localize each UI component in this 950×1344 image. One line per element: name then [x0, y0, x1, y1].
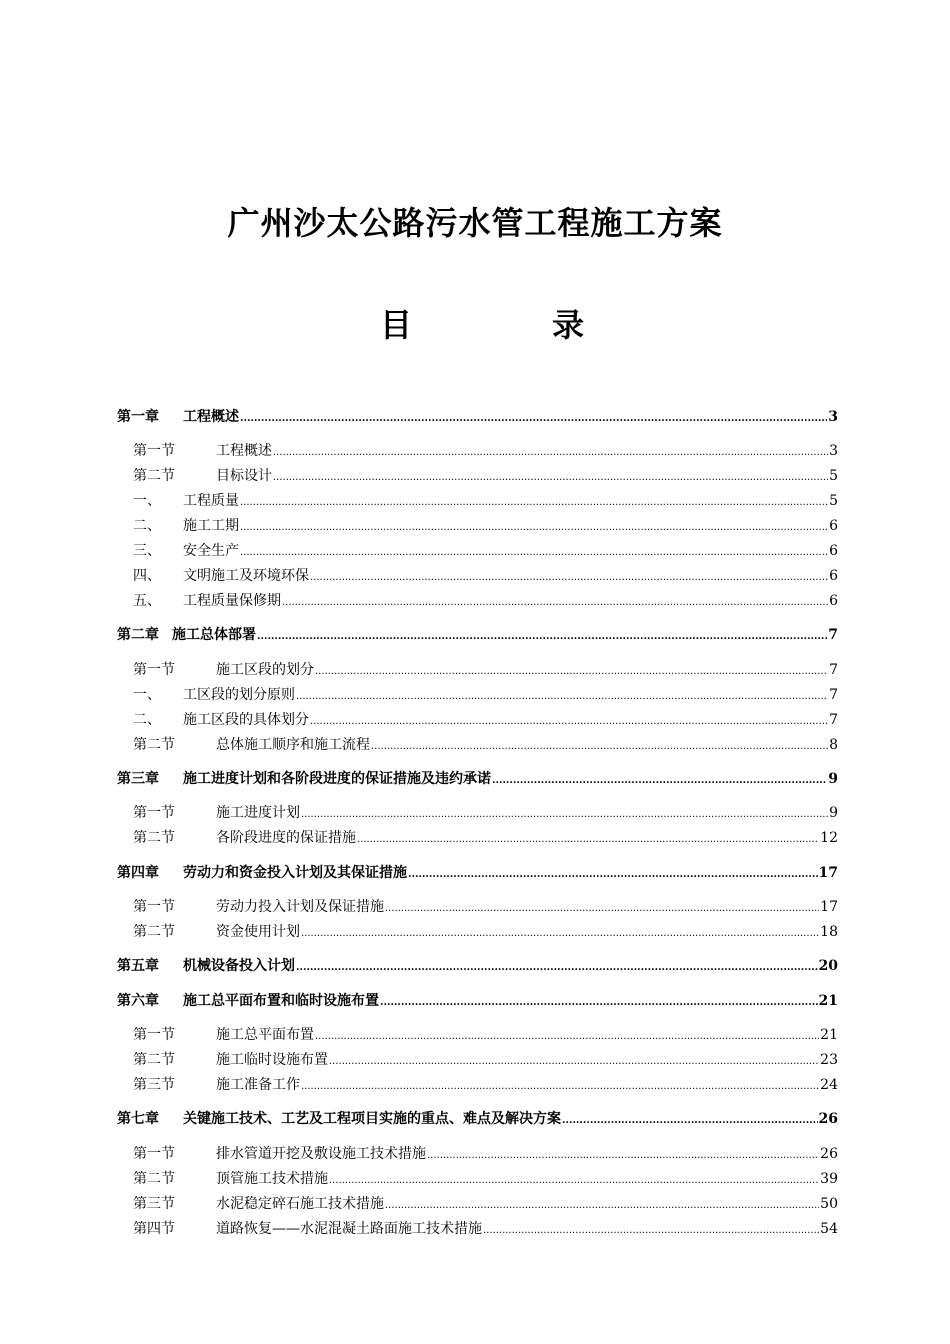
toc-page-number: 26 — [818, 1111, 838, 1127]
toc-title: 关键施工技术、工艺及工程项目实施的重点、难点及解决方案 — [183, 1111, 561, 1127]
toc-heading-char-1: 目 — [380, 306, 413, 344]
toc-number: 一、 — [133, 687, 161, 703]
dot-leader — [483, 1220, 819, 1242]
dot-leader — [329, 1170, 819, 1192]
toc-title: 顶管施工技术措施 — [216, 1171, 328, 1187]
toc-number: 二、 — [133, 712, 161, 728]
toc-page-number: 23 — [820, 1052, 838, 1068]
toc-chapter[interactable] — [117, 624, 838, 646]
toc-number: 第二节 — [133, 737, 175, 753]
toc-title: 工程概述 — [216, 443, 272, 459]
toc-page-number: 6 — [829, 593, 838, 609]
dot-leader — [315, 1026, 819, 1048]
dot-leader — [385, 898, 819, 920]
toc-number: 第三章 — [117, 771, 159, 787]
dot-leader — [273, 467, 828, 489]
dot-leader — [315, 661, 828, 683]
toc-item[interactable] — [133, 565, 838, 587]
toc-item[interactable] — [133, 490, 838, 512]
toc-page-number: 54 — [820, 1221, 838, 1237]
toc-title: 资金使用计划 — [216, 924, 300, 940]
toc-title: 总体施工顺序和施工流程 — [216, 737, 370, 753]
dot-leader — [301, 804, 828, 826]
toc-title: 施工工期 — [183, 518, 239, 534]
toc-number: 第一节 — [133, 662, 175, 678]
toc-title: 劳动力投入计划及保证措施 — [216, 899, 384, 915]
toc-item[interactable] — [133, 709, 838, 731]
toc-title: 施工准备工作 — [216, 1077, 300, 1093]
toc-page-number: 21 — [820, 1027, 838, 1043]
toc-chapter[interactable] — [117, 1108, 838, 1130]
dot-leader — [257, 626, 827, 648]
toc-section[interactable] — [133, 1193, 838, 1215]
toc-chapter[interactable] — [117, 862, 838, 884]
dot-leader — [296, 686, 828, 708]
dot-leader — [380, 992, 818, 1014]
toc-section[interactable] — [133, 465, 838, 487]
toc-title: 工程质量 — [183, 493, 239, 509]
toc-title: 排水管道开挖及敷设施工技术措施 — [216, 1146, 426, 1162]
dot-leader — [562, 1110, 818, 1132]
dot-leader — [371, 736, 828, 758]
toc-number: 一、 — [133, 493, 161, 509]
toc-page-number: 9 — [829, 805, 838, 821]
toc-page-number: 7 — [829, 662, 838, 678]
dot-leader — [492, 770, 827, 792]
toc-heading-char-2: 录 — [552, 306, 585, 344]
toc-number: 第一章 — [117, 409, 159, 425]
toc-section[interactable] — [133, 659, 838, 681]
toc-number: 第二节 — [133, 468, 175, 484]
toc-number: 第二节 — [133, 830, 175, 846]
dot-leader — [385, 1195, 819, 1217]
toc-section[interactable] — [133, 896, 838, 918]
toc-section[interactable] — [133, 827, 838, 849]
toc-number: 第五章 — [117, 958, 159, 974]
toc-title: 施工进度计划和各阶段进度的保证措施及违约承诺 — [183, 771, 491, 787]
toc-page-number: 7 — [829, 687, 838, 703]
toc-title: 施工总体部署 — [172, 627, 256, 643]
toc-page-number: 18 — [820, 924, 838, 940]
toc-title: 劳动力和资金投入计划及其保证措施 — [183, 865, 407, 881]
toc-page-number: 17 — [818, 865, 838, 881]
toc-number: 第二节 — [133, 924, 175, 940]
toc-number: 第二节 — [133, 1052, 175, 1068]
dot-leader — [240, 492, 828, 514]
toc-title: 工区段的划分原则 — [183, 687, 295, 703]
toc-page-number: 7 — [829, 712, 838, 728]
dot-leader — [273, 442, 828, 464]
toc-title: 施工总平面布置和临时设施布置 — [183, 993, 379, 1009]
toc-title: 工程概述 — [183, 409, 239, 425]
toc-title: 道路恢复——水泥混凝土路面施工技术措施 — [216, 1221, 482, 1237]
toc-section[interactable] — [133, 440, 838, 462]
toc-title: 施工区段的划分 — [216, 662, 314, 678]
toc-section[interactable] — [133, 734, 838, 756]
toc-section[interactable] — [133, 1074, 838, 1096]
toc-page-number: 6 — [829, 543, 838, 559]
dot-leader — [296, 957, 818, 979]
toc-title: 水泥稳定碎石施工技术措施 — [216, 1196, 384, 1212]
toc-page-number: 20 — [818, 958, 838, 974]
toc-page-number: 6 — [829, 568, 838, 584]
toc-page-number: 39 — [820, 1171, 838, 1187]
toc-section[interactable] — [133, 921, 838, 943]
toc-section[interactable] — [133, 802, 838, 824]
toc-page-number: 5 — [829, 468, 838, 484]
dot-leader — [240, 408, 827, 430]
toc-title: 施工临时设施布置 — [216, 1052, 328, 1068]
toc-number: 第一节 — [133, 443, 175, 459]
toc-item[interactable] — [133, 590, 838, 612]
dot-leader — [282, 592, 828, 614]
toc-number: 二、 — [133, 518, 161, 534]
toc-number: 第一节 — [133, 805, 175, 821]
toc-number: 第一节 — [133, 1146, 175, 1162]
toc-number: 第一节 — [133, 1027, 175, 1043]
toc-page-number: 17 — [820, 899, 838, 915]
toc-item[interactable] — [133, 540, 838, 562]
toc-title: 文明施工及环境环保 — [183, 568, 309, 584]
toc-number: 四、 — [133, 568, 161, 584]
document-title: 广州沙太公路污水管工程施工方案 — [227, 204, 723, 242]
toc-number: 第一节 — [133, 899, 175, 915]
toc-number: 第三节 — [133, 1196, 175, 1212]
dot-leader — [357, 829, 819, 851]
toc-number: 第四节 — [133, 1221, 175, 1237]
toc-page-number: 26 — [820, 1146, 838, 1162]
dot-leader — [240, 517, 828, 539]
toc-page-number: 7 — [828, 627, 838, 643]
toc-page-number: 9 — [828, 771, 838, 787]
toc-title: 目标设计 — [216, 468, 272, 484]
toc-section[interactable] — [133, 1049, 838, 1071]
dot-leader — [427, 1145, 819, 1167]
toc-item[interactable] — [133, 515, 838, 537]
dot-leader — [240, 542, 828, 564]
toc-chapter[interactable] — [117, 955, 838, 977]
toc-title: 机械设备投入计划 — [183, 958, 295, 974]
toc-page-number: 3 — [829, 443, 838, 459]
toc-title: 施工总平面布置 — [216, 1027, 314, 1043]
toc-item[interactable] — [133, 684, 838, 706]
toc-number: 三、 — [133, 543, 161, 559]
toc-page-number: 21 — [818, 993, 838, 1009]
toc-chapter[interactable] — [117, 768, 838, 790]
toc-chapter[interactable] — [117, 406, 838, 428]
toc-number: 第六章 — [117, 993, 159, 1009]
toc-page-number: 24 — [820, 1077, 838, 1093]
toc-page-number: 12 — [820, 830, 838, 846]
toc-section[interactable] — [133, 1024, 838, 1046]
toc-section[interactable] — [133, 1143, 838, 1165]
toc-page-number: 5 — [829, 493, 838, 509]
toc-title: 施工区段的具体划分 — [183, 712, 309, 728]
dot-leader — [310, 567, 828, 589]
toc-number: 五、 — [133, 593, 161, 609]
toc-title: 安全生产 — [183, 543, 239, 559]
dot-leader — [408, 864, 818, 886]
dot-leader — [310, 711, 828, 733]
toc-number: 第七章 — [117, 1111, 159, 1127]
toc-section[interactable] — [133, 1168, 838, 1190]
toc-title: 施工进度计划 — [216, 805, 300, 821]
toc-title: 工程质量保修期 — [183, 593, 281, 609]
toc-section[interactable] — [133, 1218, 838, 1240]
toc-page-number: 3 — [828, 409, 838, 425]
toc-title: 各阶段进度的保证措施 — [216, 830, 356, 846]
toc-number: 第二章 — [117, 627, 159, 643]
toc-page-number: 8 — [829, 737, 838, 753]
toc-chapter[interactable] — [117, 990, 838, 1012]
toc-page-number: 50 — [820, 1196, 838, 1212]
dot-leader — [329, 1051, 819, 1073]
dot-leader — [301, 1076, 819, 1098]
toc-number: 第二节 — [133, 1171, 175, 1187]
toc-number: 第四章 — [117, 865, 159, 881]
toc-page-number: 6 — [829, 518, 838, 534]
dot-leader — [301, 923, 819, 945]
toc-number: 第三节 — [133, 1077, 175, 1093]
